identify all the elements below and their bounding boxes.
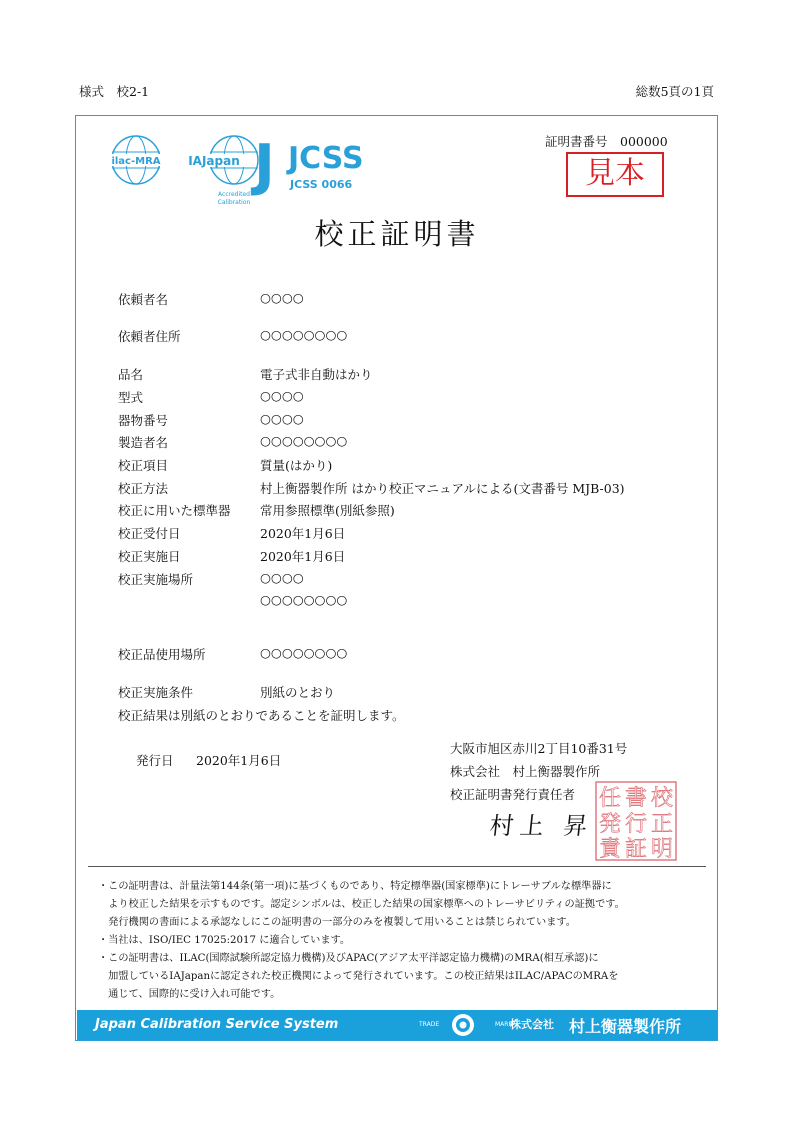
accredited-text: Accredited	[218, 191, 250, 198]
seal-char: 書	[624, 786, 648, 811]
note-line: ・当社は、ISO/IEC 17025:2017 に適合しています。	[98, 935, 351, 946]
field-value: ○○○○○○○○	[260, 433, 348, 448]
field-value: ○○○○○○○○	[260, 327, 348, 342]
issuer-role: 校正証明書発行責任者	[450, 787, 576, 802]
field-label: 品名	[118, 367, 144, 382]
field-value: ○○○○	[260, 411, 304, 426]
footer-system-name: Japan Calibration Service System	[95, 1017, 339, 1032]
issuer-company: 株式会社 村上衡器製作所	[450, 764, 601, 779]
svg-text:J: J	[254, 133, 275, 198]
seal-char: 責	[598, 837, 622, 861]
seal-char: 行	[624, 812, 648, 837]
iajapan-logo	[174, 136, 258, 206]
issue-date-label: 発行日	[136, 753, 174, 768]
certificate-number: 証明書番号 000000	[545, 134, 668, 149]
note-line: 通じて、国際的に受け入れ可能です。	[98, 989, 281, 1000]
signature: 村上 昇	[488, 812, 595, 840]
field-value: 村上衡器製作所 はかり校正マニュアルによる(文書番号 MJB-03)	[260, 481, 625, 496]
seal-char: 校	[650, 786, 674, 811]
field-value: 電子式非自動はかり	[260, 367, 373, 382]
document-title: 校正証明書	[314, 217, 480, 251]
ilac-text: ilac-MRA	[111, 156, 161, 167]
note-line: ・この証明書は、ILAC(国際試験所認定協力機構)及びAPAC(アジア太平洋認定協力機構)のMRA(相互承認)に	[98, 953, 599, 964]
field-label: 校正受付日	[118, 526, 181, 541]
field-value: 常用参照標準(別紙参照)	[260, 503, 395, 518]
field-label: 依頼者住所	[118, 329, 181, 344]
issuer-address: 大阪市旭区赤川2丁目10番31号	[450, 741, 628, 756]
seal-char: 任	[598, 786, 622, 811]
field-label: 型式	[118, 390, 144, 405]
footer-company-type: 株式会社	[510, 1018, 554, 1031]
note-line: より校正した結果を示すものです。認定シンボルは、校正した結果の国家標準へのトレーサビリティの証拠です。	[98, 899, 625, 910]
seal-char: 明	[650, 837, 674, 861]
jcss-number: JCSS 0066	[290, 178, 353, 191]
jcss-text: JCSS	[288, 141, 364, 176]
field-label: 校正に用いた標準器	[118, 503, 231, 518]
field-label: 校正方法	[118, 481, 169, 496]
field-value: ○○○○	[260, 570, 304, 585]
official-seal	[595, 781, 677, 861]
field-label: 校正実施条件	[118, 685, 194, 700]
footer-bar	[77, 1010, 717, 1040]
field-value: ○○○○	[260, 388, 304, 403]
trademark-trade: TRADE	[419, 1021, 440, 1028]
field-value: 質量(はかり)	[260, 458, 333, 473]
sample-stamp: 見本	[566, 152, 664, 197]
field-label: 校正実施場所	[118, 572, 194, 587]
seal-char: 証	[624, 837, 648, 861]
divider	[88, 866, 706, 867]
seal-char: 正	[650, 812, 674, 837]
calibration-text: Calibration	[217, 199, 251, 206]
field-value: 別紙のとおり	[260, 685, 336, 700]
jcss-logo	[250, 133, 364, 198]
page-info: 総数5頁の1頁	[635, 84, 714, 99]
field-value: ○○○○	[260, 290, 304, 305]
field-label: 校正品使用場所	[118, 647, 206, 662]
issue-date: 2020年1月6日	[196, 753, 282, 768]
iajapan-text: IAJapan	[188, 154, 240, 168]
ilac-mra-logo	[108, 136, 164, 184]
note-line: ・この証明書は、計量法第144条(第一項)に基づくものであり、特定標準器(国家標準)にトレーサブルな標準器に	[98, 881, 612, 892]
field-value: 2020年1月6日	[260, 549, 346, 564]
field-label: 製造者名	[118, 435, 169, 450]
certification-statement: 校正結果は別紙のとおりであることを証明します。	[118, 708, 405, 723]
note-line: 発行機関の書面による承認なしにこの証明書の一部分のみを複製して用いることは禁じられています。	[98, 917, 576, 928]
field-value: ○○○○○○○○	[260, 645, 348, 660]
field-label: 校正項目	[118, 458, 169, 473]
trademark-icon	[451, 1013, 475, 1037]
form-number: 様式 校2-1	[79, 84, 150, 99]
field-label: 器物番号	[118, 413, 169, 428]
note-line: 加盟しているIAJapanに認定された校正機関によって発行されています。この校正結果はILAC/APACのMRAを	[98, 971, 619, 982]
footer-company-name: 村上衡器製作所	[569, 1017, 682, 1036]
seal-char: 発	[598, 812, 622, 837]
field-label: 校正実施日	[118, 549, 181, 564]
field-label: 依頼者名	[118, 292, 169, 307]
field-value: ○○○○○○○○	[260, 592, 348, 607]
trademark-mark: MARK	[495, 1021, 513, 1028]
accreditation-logos	[106, 130, 376, 210]
field-value: 2020年1月6日	[260, 526, 346, 541]
